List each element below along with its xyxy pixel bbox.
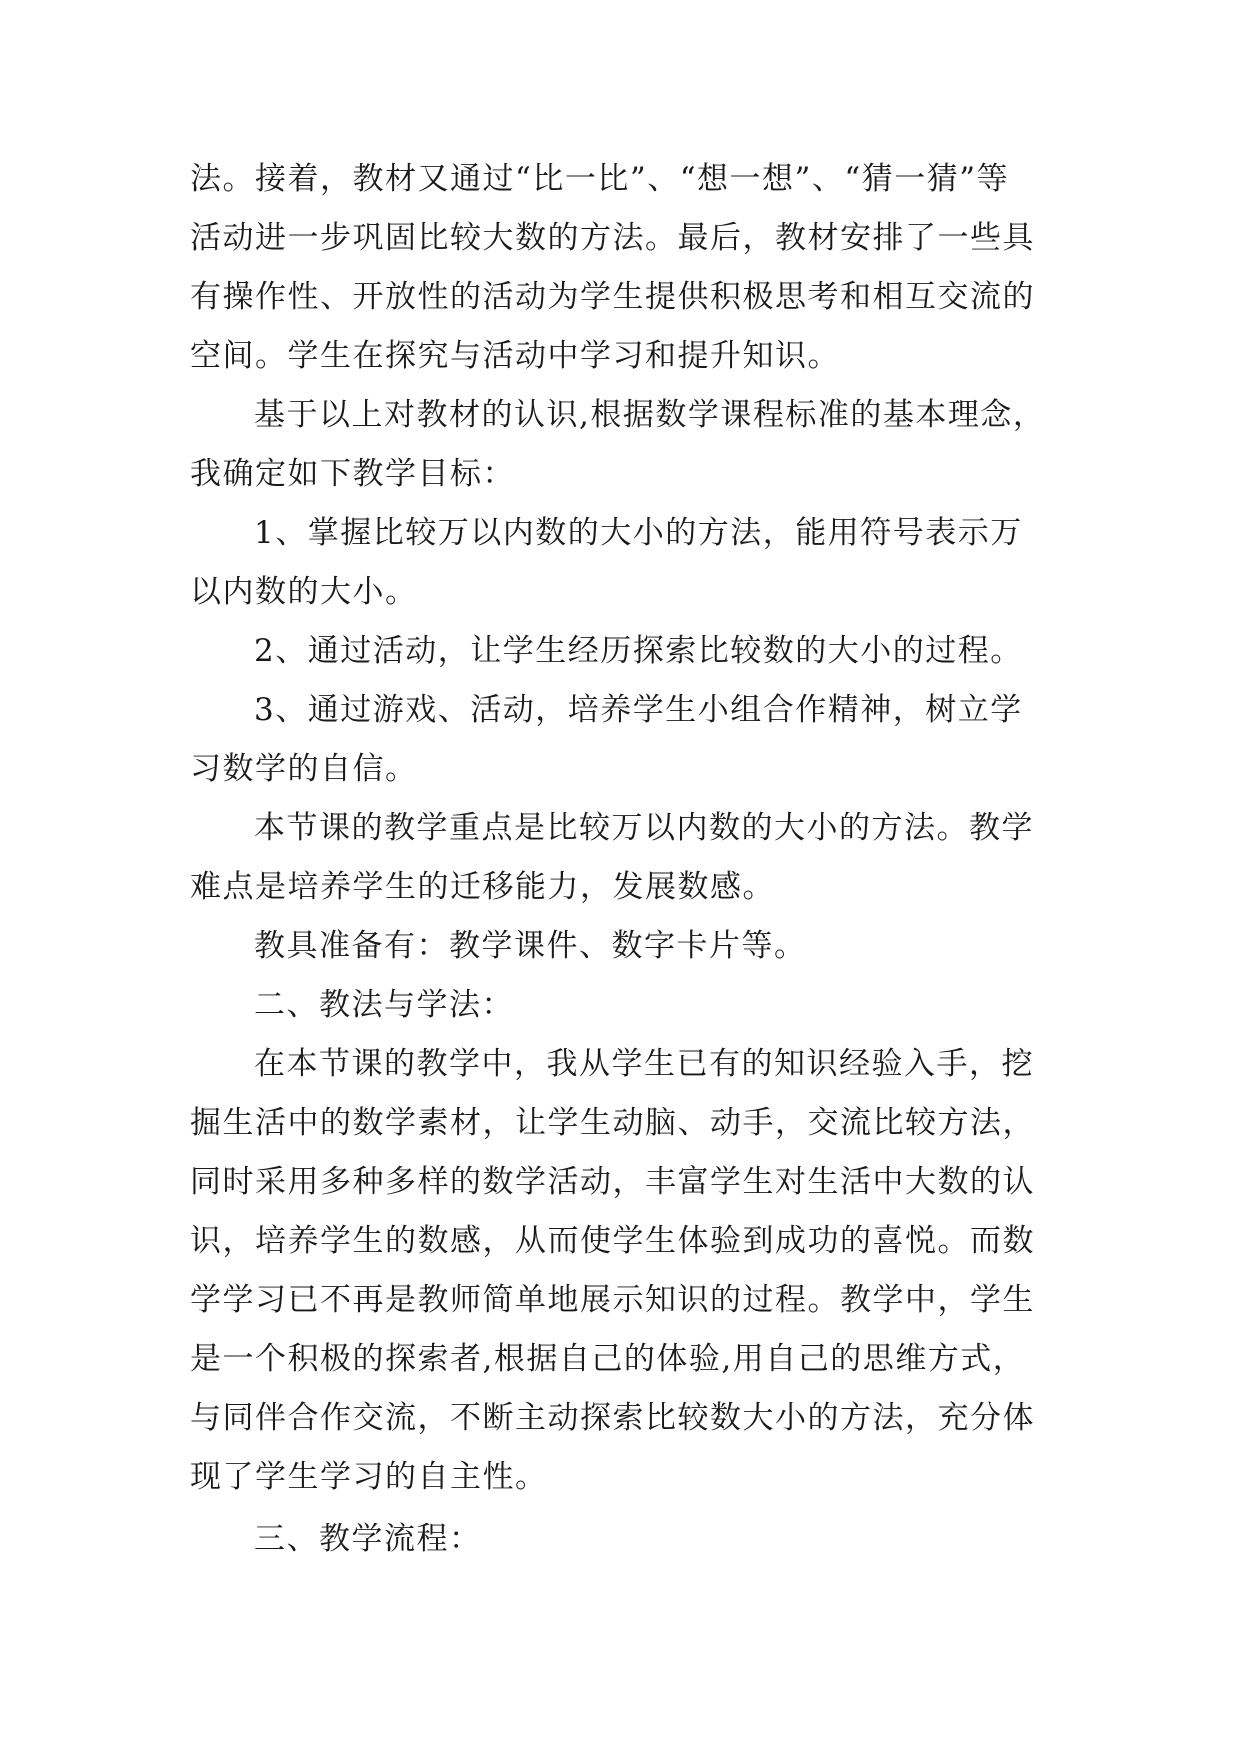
text-line: 与同伴合作交流，不断主动探索比较数大小的方法，充分体 (190, 1400, 1035, 1436)
text-line: 习数学的自信。 (190, 751, 418, 787)
text-line: 同时采用多种多样的数学活动，丰富学生对生活中大数的认 (190, 1164, 1035, 1200)
section-heading: 三、教学流程： (254, 1521, 482, 1557)
text-line: 我确定如下教学目标： (190, 456, 515, 492)
text-line: 现了学生学习的自主性。 (190, 1459, 548, 1495)
text-line: 有操作性、开放性的活动为学生提供积极思考和相互交流的 (190, 279, 1035, 315)
text-line: 本节课的教学重点是比较万以内数的大小的方法。教学 (254, 810, 1034, 846)
document-body (190, 150, 1060, 1569)
text-line: 空间。学生在探究与活动中学习和提升知识。 (190, 338, 840, 374)
objective-item: 1、掌握比较万以内数的大小的方法，能用符号表示万 (254, 515, 1023, 551)
section-heading: 二、教法与学法： (254, 987, 514, 1023)
text-line: 识，培养学生的数感，从而使学生体验到成功的喜悦。而数 (190, 1223, 1035, 1259)
objective-item: 2、通过活动，让学生经历探索比较数的大小的过程。 (254, 633, 1023, 669)
text-line: 基于以上对教材的认识,根据数学课程标准的基本理念， (254, 397, 1046, 433)
text-line: 以内数的大小。 (190, 574, 418, 610)
objective-item: 3、通过游戏、活动，培养学生小组合作精神，树立学 (254, 692, 1023, 728)
text-line: 在本节课的教学中，我从学生已有的知识经验入手，挖 (254, 1046, 1034, 1082)
text-line: 学学习已不再是教师简单地展示知识的过程。教学中，学生 (190, 1282, 1035, 1318)
text-line: 法。接着，教材又通过“比一比”、“想一想”、“猜一猜”等 (190, 161, 1010, 197)
text-line: 掘生活中的数学素材，让学生动脑、动手，交流比较方法， (190, 1105, 1035, 1141)
text-line: 是一个积极的探索者,根据自己的体验,用自己的思维方式， (190, 1341, 1026, 1377)
text-line: 教具准备有：教学课件、数字卡片等。 (254, 928, 807, 964)
text-line: 活动进一步巩固比较大数的方法。最后，教材安排了一些具 (190, 220, 1035, 256)
text-line: 难点是培养学生的迁移能力，发展数感。 (190, 869, 775, 905)
